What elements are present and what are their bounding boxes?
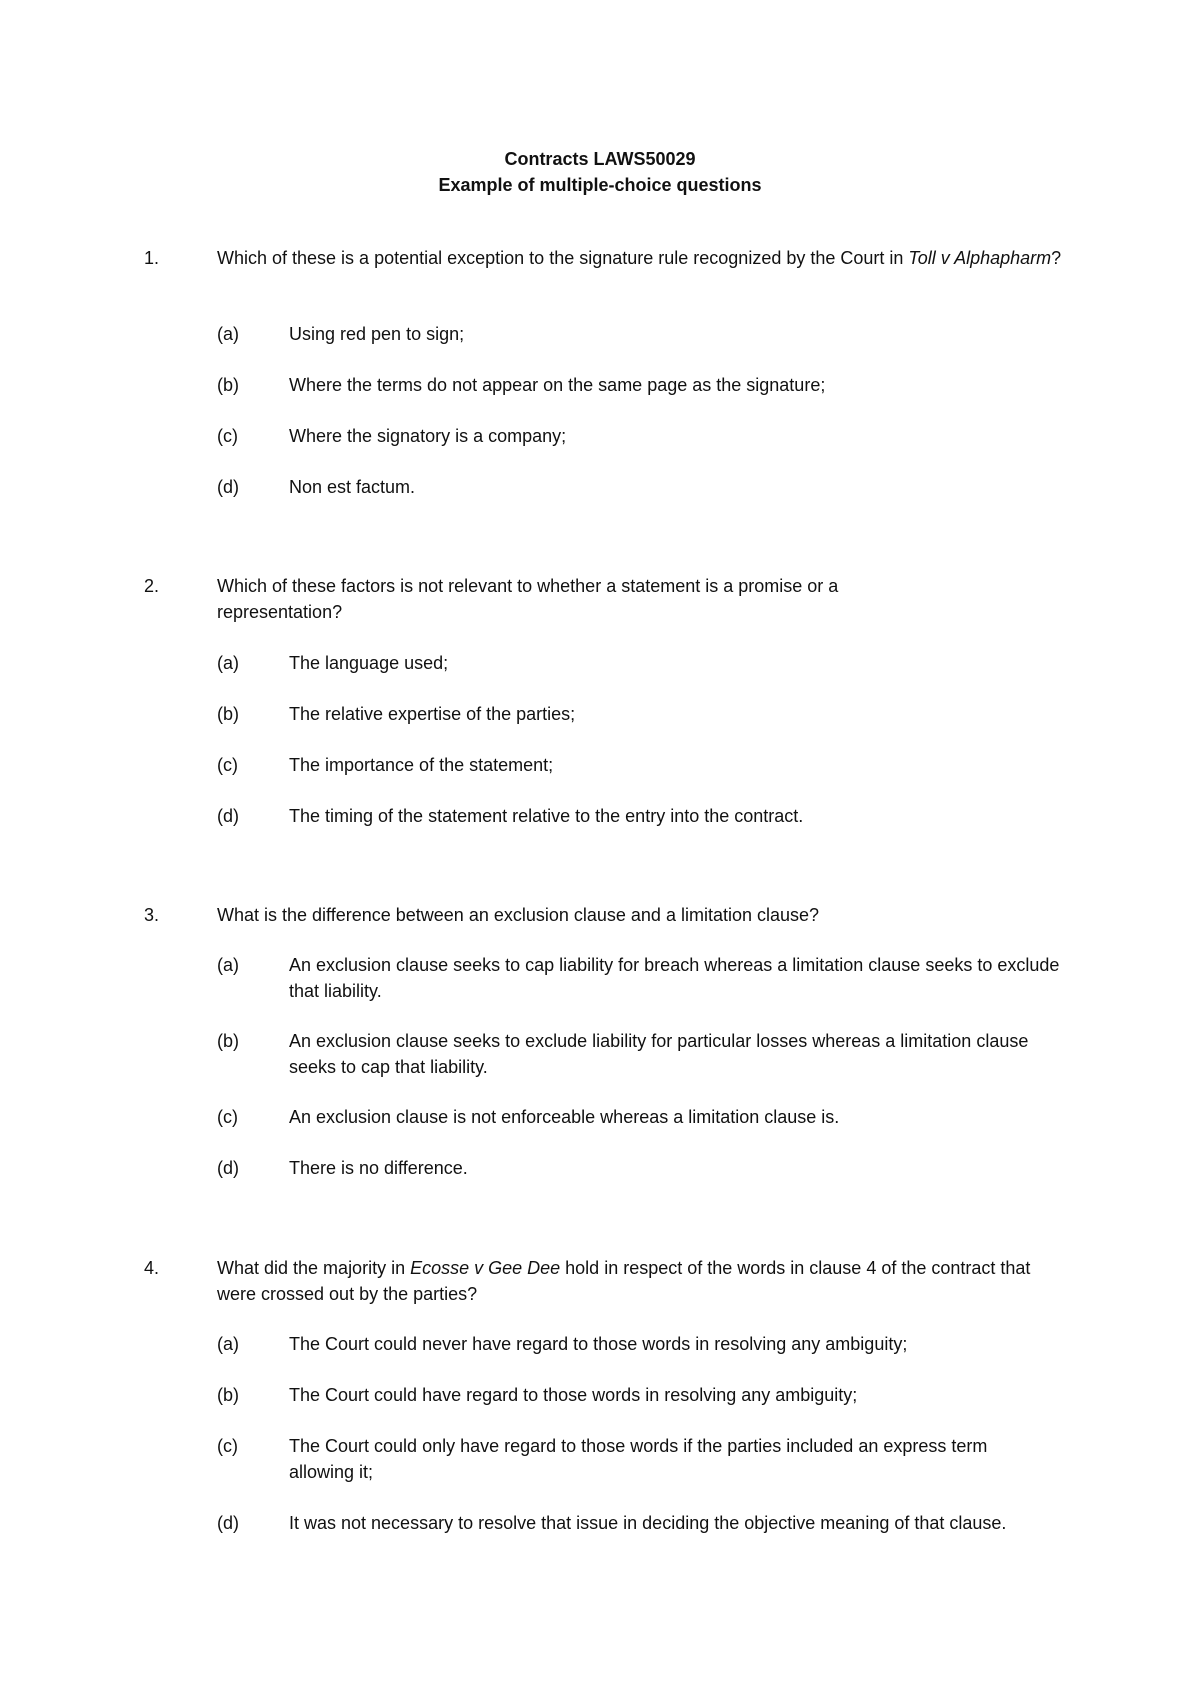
option-text: There is no difference. [289,1158,468,1178]
option-text: Using red pen to sign; [289,324,465,344]
option-text: An exclusion clause seeks to exclude liability for particular losses whereas a limitation clause seeks to cap that liability. [289,1031,1029,1077]
question-text [217,1255,1047,1307]
option-letter: (c) [217,755,238,775]
question-number: 3. [144,905,160,925]
option-letter: (d) [217,806,239,826]
option-text: Where the terms do not appear on the same page as the signature; [289,375,826,395]
option-letter: (a) [217,1334,239,1354]
option-text: An exclusion clause is not enforceable whereas a limitation clause is. [289,1107,840,1127]
option-text: Non est factum. [289,477,416,497]
option-letter: (b) [217,375,239,395]
option-letter: (b) [217,1385,239,1405]
question-text-part: Which of these is a potential exception to the signature rule recognized by the Court in [217,248,909,268]
question-text: What is the difference between an exclusion clause and a limitation clause? [217,905,820,925]
option-letter: (c) [217,1107,238,1127]
document-title: Contracts LAWS50029 [504,149,696,169]
option-text: The timing of the statement relative to the entry into the contract. [289,806,804,826]
question-text-part: ? [1051,248,1062,268]
option-text: It was not necessary to resolve that issue in deciding the objective meaning of that clause. [289,1513,1007,1533]
case-name: Toll v Alphapharm [908,248,1052,268]
option-text: The language used; [289,653,449,673]
question-text-part: hold in respect of the words in clause 4 of the contract that were crossed out by the parties? [217,1258,1031,1304]
question-text [217,245,1077,271]
option-letter: (a) [217,653,239,673]
question-number: 4. [144,1258,160,1278]
option-text: Where the signatory is a company; [289,426,567,446]
option-text: An exclusion clause seeks to cap liability for breach whereas a limitation clause seeks to exclude that liability. [289,955,1060,1001]
option-text: The importance of the statement; [289,755,554,775]
document-subtitle: Example of multiple-choice questions [438,175,762,195]
question-text-part: What did the majority in [217,1258,411,1278]
option-text: The relative expertise of the parties; [289,704,576,724]
case-name: Ecosse v Gee Dee [410,1258,561,1278]
option-letter: (c) [217,1436,238,1456]
option-letter: (c) [217,426,238,446]
option-letter: (b) [217,1031,239,1051]
option-letter: (d) [217,477,239,497]
option-text: The Court could only have regard to those words if the parties included an express term allowing it; [289,1436,988,1482]
option-letter: (a) [217,324,239,344]
option-text: The Court could have regard to those words in resolving any ambiguity; [289,1385,858,1405]
option-letter: (a) [217,955,239,975]
option-letter: (b) [217,704,239,724]
option-letter: (d) [217,1158,239,1178]
question-number: 1. [144,248,160,268]
question-number: 2. [144,576,160,596]
option-letter: (d) [217,1513,239,1533]
option-text: The Court could never have regard to those words in resolving any ambiguity; [289,1334,908,1354]
question-text: Which of these factors is not relevant to whether a statement is a promise or a representation? [217,576,839,622]
